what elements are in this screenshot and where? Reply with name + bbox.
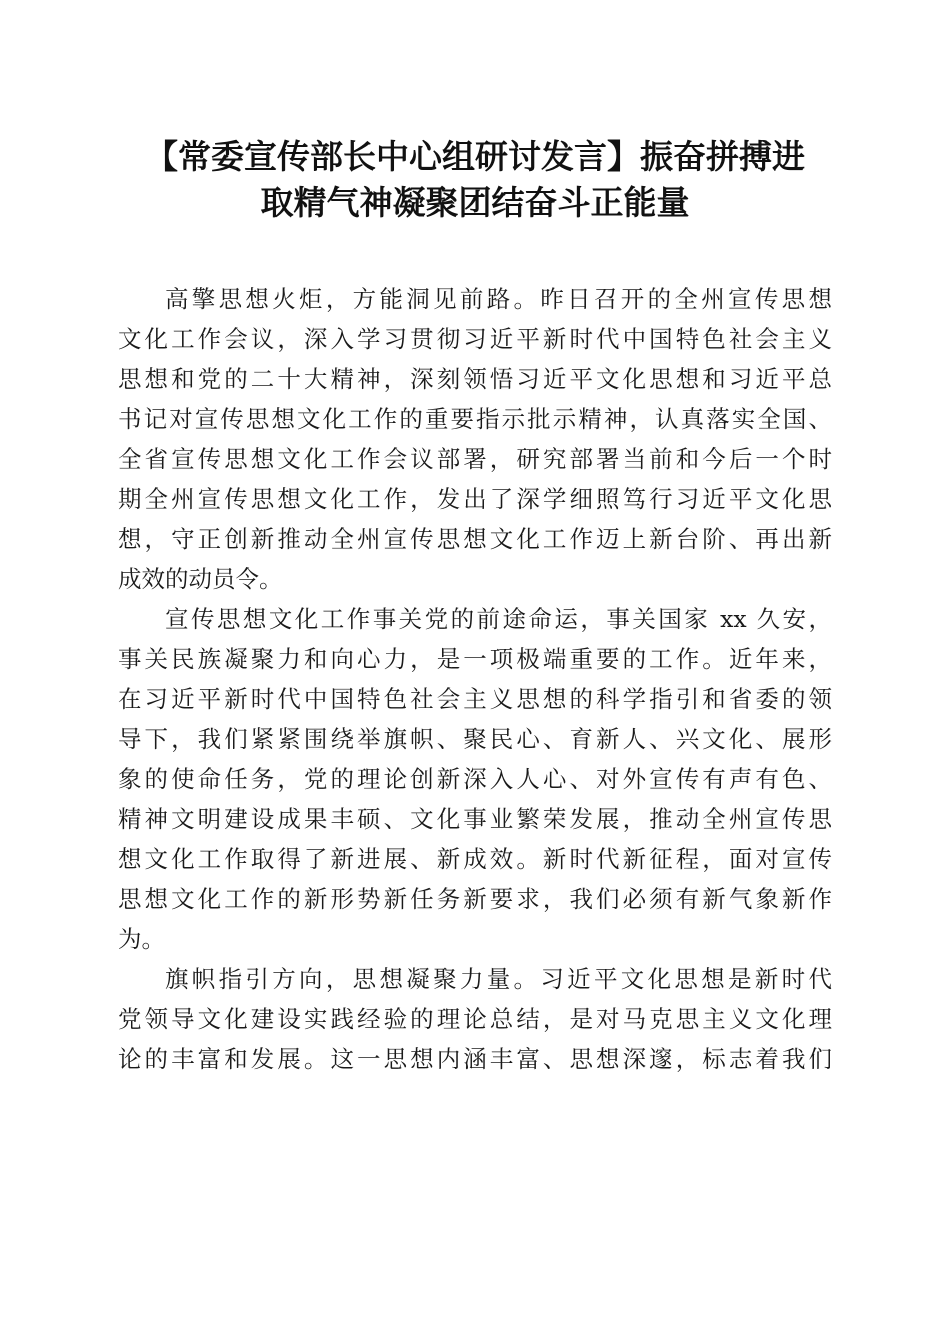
paragraph-line: 想，守正创新推动全州宣传思想文化工作迈上新台阶、再出新 [118,525,832,553]
paragraph-line: 期全州宣传思想文化工作，发出了深学细照笃行习近平文化思 [118,485,832,513]
paragraph-line: 为。 [118,925,165,953]
paragraph-line: 在习近平新时代中国特色社会主义思想的科学指引和省委的领 [118,685,832,713]
paragraph-line: 文化工作会议，深入学习贯彻习近平新时代中国特色社会主义 [118,325,832,353]
paragraph-line: 书记对宣传思想文化工作的重要指示批示精神，认真落实全国、 [118,405,832,433]
paragraph-line: 党领导文化建设实践经验的理论总结，是对马克思主义文化理 [118,1005,832,1033]
document-body [118,279,832,1079]
title-line-1: 【常委宣传部长中心组研讨发言】振奋拼搏进 [145,137,805,176]
paragraph-line: 论的丰富和发展。这一思想内涵丰富、思想深邃，标志着我们 [118,1045,832,1073]
paragraph-line: 导下，我们紧紧围绕举旗帜、聚民心、育新人、兴文化、展形 [118,725,832,753]
title-line-2: 取精气神凝聚团结奋斗正能量 [260,183,690,222]
paragraph-line: 想文化工作取得了新进展、新成效。新时代新征程，面对宣传 [118,845,832,873]
document-title [118,134,832,226]
paragraph-line: 象的使命任务，党的理论创新深入人心、对外宣传有声有色、 [118,765,832,793]
paragraph-line: 思想和党的二十大精神，深刻领悟习近平文化思想和习近平总 [118,365,832,393]
paragraph-line: 宣传思想文化工作事关党的前途命运，事关国家 xx 久安， [165,605,832,633]
paragraph-line: 事关民族凝聚力和向心力，是一项极端重要的工作。近年来， [118,645,832,673]
paragraph-1 [118,279,832,599]
paragraph-line: 高擎思想火炬，方能洞见前路。昨日召开的全州宣传思想 [165,285,832,313]
paragraph-2 [118,599,832,959]
paragraph-line: 全省宣传思想文化工作会议部署，研究部署当前和今后一个时 [118,445,832,473]
paragraph-line: 思想文化工作的新形势新任务新要求，我们必须有新气象新作 [118,885,832,913]
paragraph-line: 成效的动员令。 [118,565,283,593]
paragraph-3 [118,959,832,1079]
paragraph-line: 精神文明建设成果丰硕、文化事业繁荣发展，推动全州宣传思 [118,805,832,833]
paragraph-line: 旗帜指引方向，思想凝聚力量。习近平文化思想是新时代 [165,965,832,993]
